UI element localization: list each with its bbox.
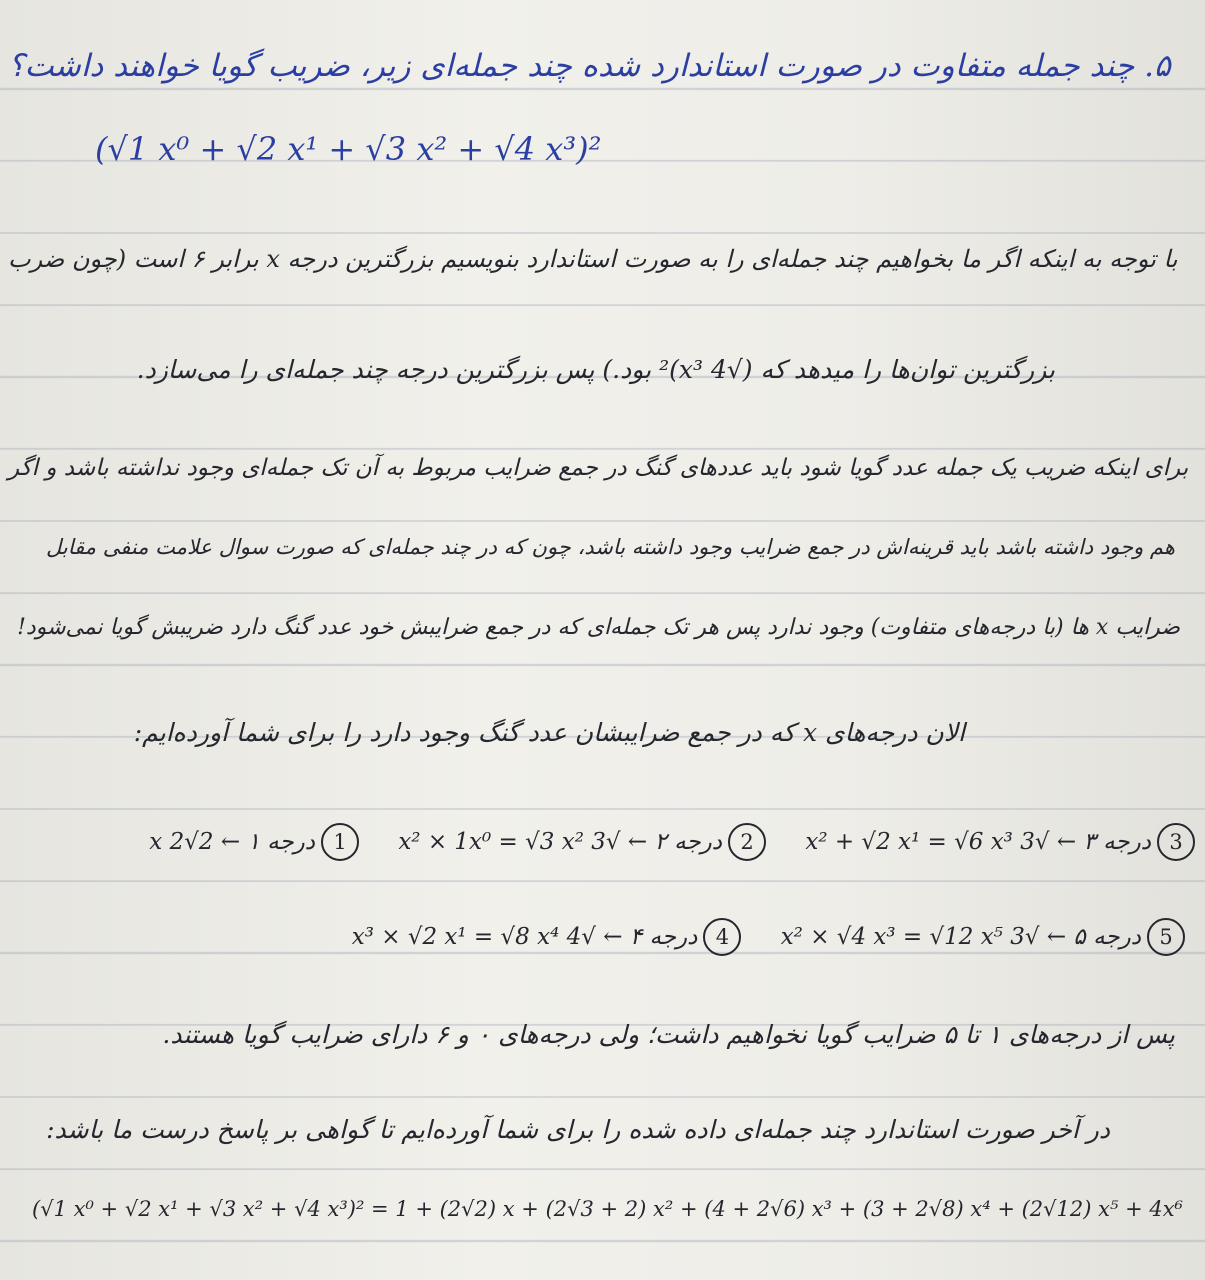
- degree-item-5: [781, 918, 1185, 956]
- paragraph-8: در آخر صورت استاندارد چند جمله‌ای داده شده را برای شما آورده‌ایم تا گواهی بر پاسخ درست ما باشد:: [46, 1115, 1110, 1144]
- degree-text: درجه ۱ ← 2√2 x: [149, 829, 316, 855]
- circled-number: 3: [1157, 823, 1195, 861]
- circled-number: 2: [728, 823, 766, 861]
- paragraph-5: ضرایب x ها (با درجه‌های متفاوت) وجود ندارد پس هر تک جمله‌ای که در جمع ضرایبش خود عدد گنگ دارد ضریبش گویا نمی‌شود!: [17, 615, 1180, 640]
- degree-text: درجه ۳ ← √3 x² + √2 x¹ = √6 x³: [805, 829, 1151, 855]
- degree-text: درجه ۵ ← √3 x² × √4 x³ = √12 x⁵: [780, 924, 1141, 950]
- paragraph-3: برای اینکه ضریب یک جمله عدد گویا شود باید عددهای گنگ در جمع ضرایب مربوط به آن تک جمله‌ای وجود نداشته باشد و اگر: [8, 455, 1189, 481]
- circled-number: 1: [321, 823, 359, 861]
- degree-item-1: [149, 823, 359, 861]
- final-equation: (√1 x⁰ + √2 x¹ + √3 x² + √4 x³)² = 1 + (2√2) x + (2√3 + 2) x² + (4 + 2√6) x³ + (3 + 2√8) x⁴ + (2√12) x⁵ + 4x⁶: [32, 1197, 1183, 1221]
- paragraph-4: هم وجود داشته باشد باید قرینه‌اش در جمع ضرایب وجود داشته باشد، چون که در چند جمله‌ای که صورت سوال علامت منفی مقابل: [46, 535, 1175, 559]
- circled-number: 4: [703, 918, 741, 956]
- degree-text: درجه ۴ ← √4 x³ × √2 x¹ = √8 x⁴: [351, 924, 698, 950]
- degree-row-2: [320, 918, 1185, 956]
- circled-number: 5: [1147, 918, 1185, 956]
- question-title: ۵. چند جمله متفاوت در صورت استاندارد شده چند جمله‌ای زیر، ضریب گویا خواهند داشت؟: [8, 48, 1171, 84]
- degree-row-1: [117, 823, 1195, 861]
- question-expression: (√1 x⁰ + √2 x¹ + √3 x² + √4 x³)²: [95, 130, 602, 168]
- degree-item-2: [398, 823, 766, 861]
- degree-item-4: [352, 918, 742, 956]
- paragraph-7: پس از درجه‌های ۱ تا ۵ ضرایب گویا نخواهیم داشت؛ ولی درجه‌های ۰ و ۶ دارای ضرایب گویا هستند.: [162, 1020, 1175, 1049]
- paragraph-6: الان درجه‌های x که در جمع ضرایبشان عدد گنگ وجود دارد را برای شما آورده‌ایم:: [133, 718, 965, 747]
- degree-item-3: [805, 823, 1195, 861]
- degree-text: درجه ۲ ← √3 x² × 1x⁰ = √3 x²: [398, 829, 723, 855]
- paragraph-2: بزرگترین توان‌ها را میدهد که (√4 x³)² بود.) پس بزرگترین درجه چند جمله‌ای را می‌سازد.: [136, 355, 1055, 384]
- paragraph-1: با توجه به اینکه اگر ما بخواهیم چند جمله‌ای را به صورت استاندارد بنویسیم بزرگترین درجه x برابر ۶ است (چون ضرب: [8, 245, 1178, 273]
